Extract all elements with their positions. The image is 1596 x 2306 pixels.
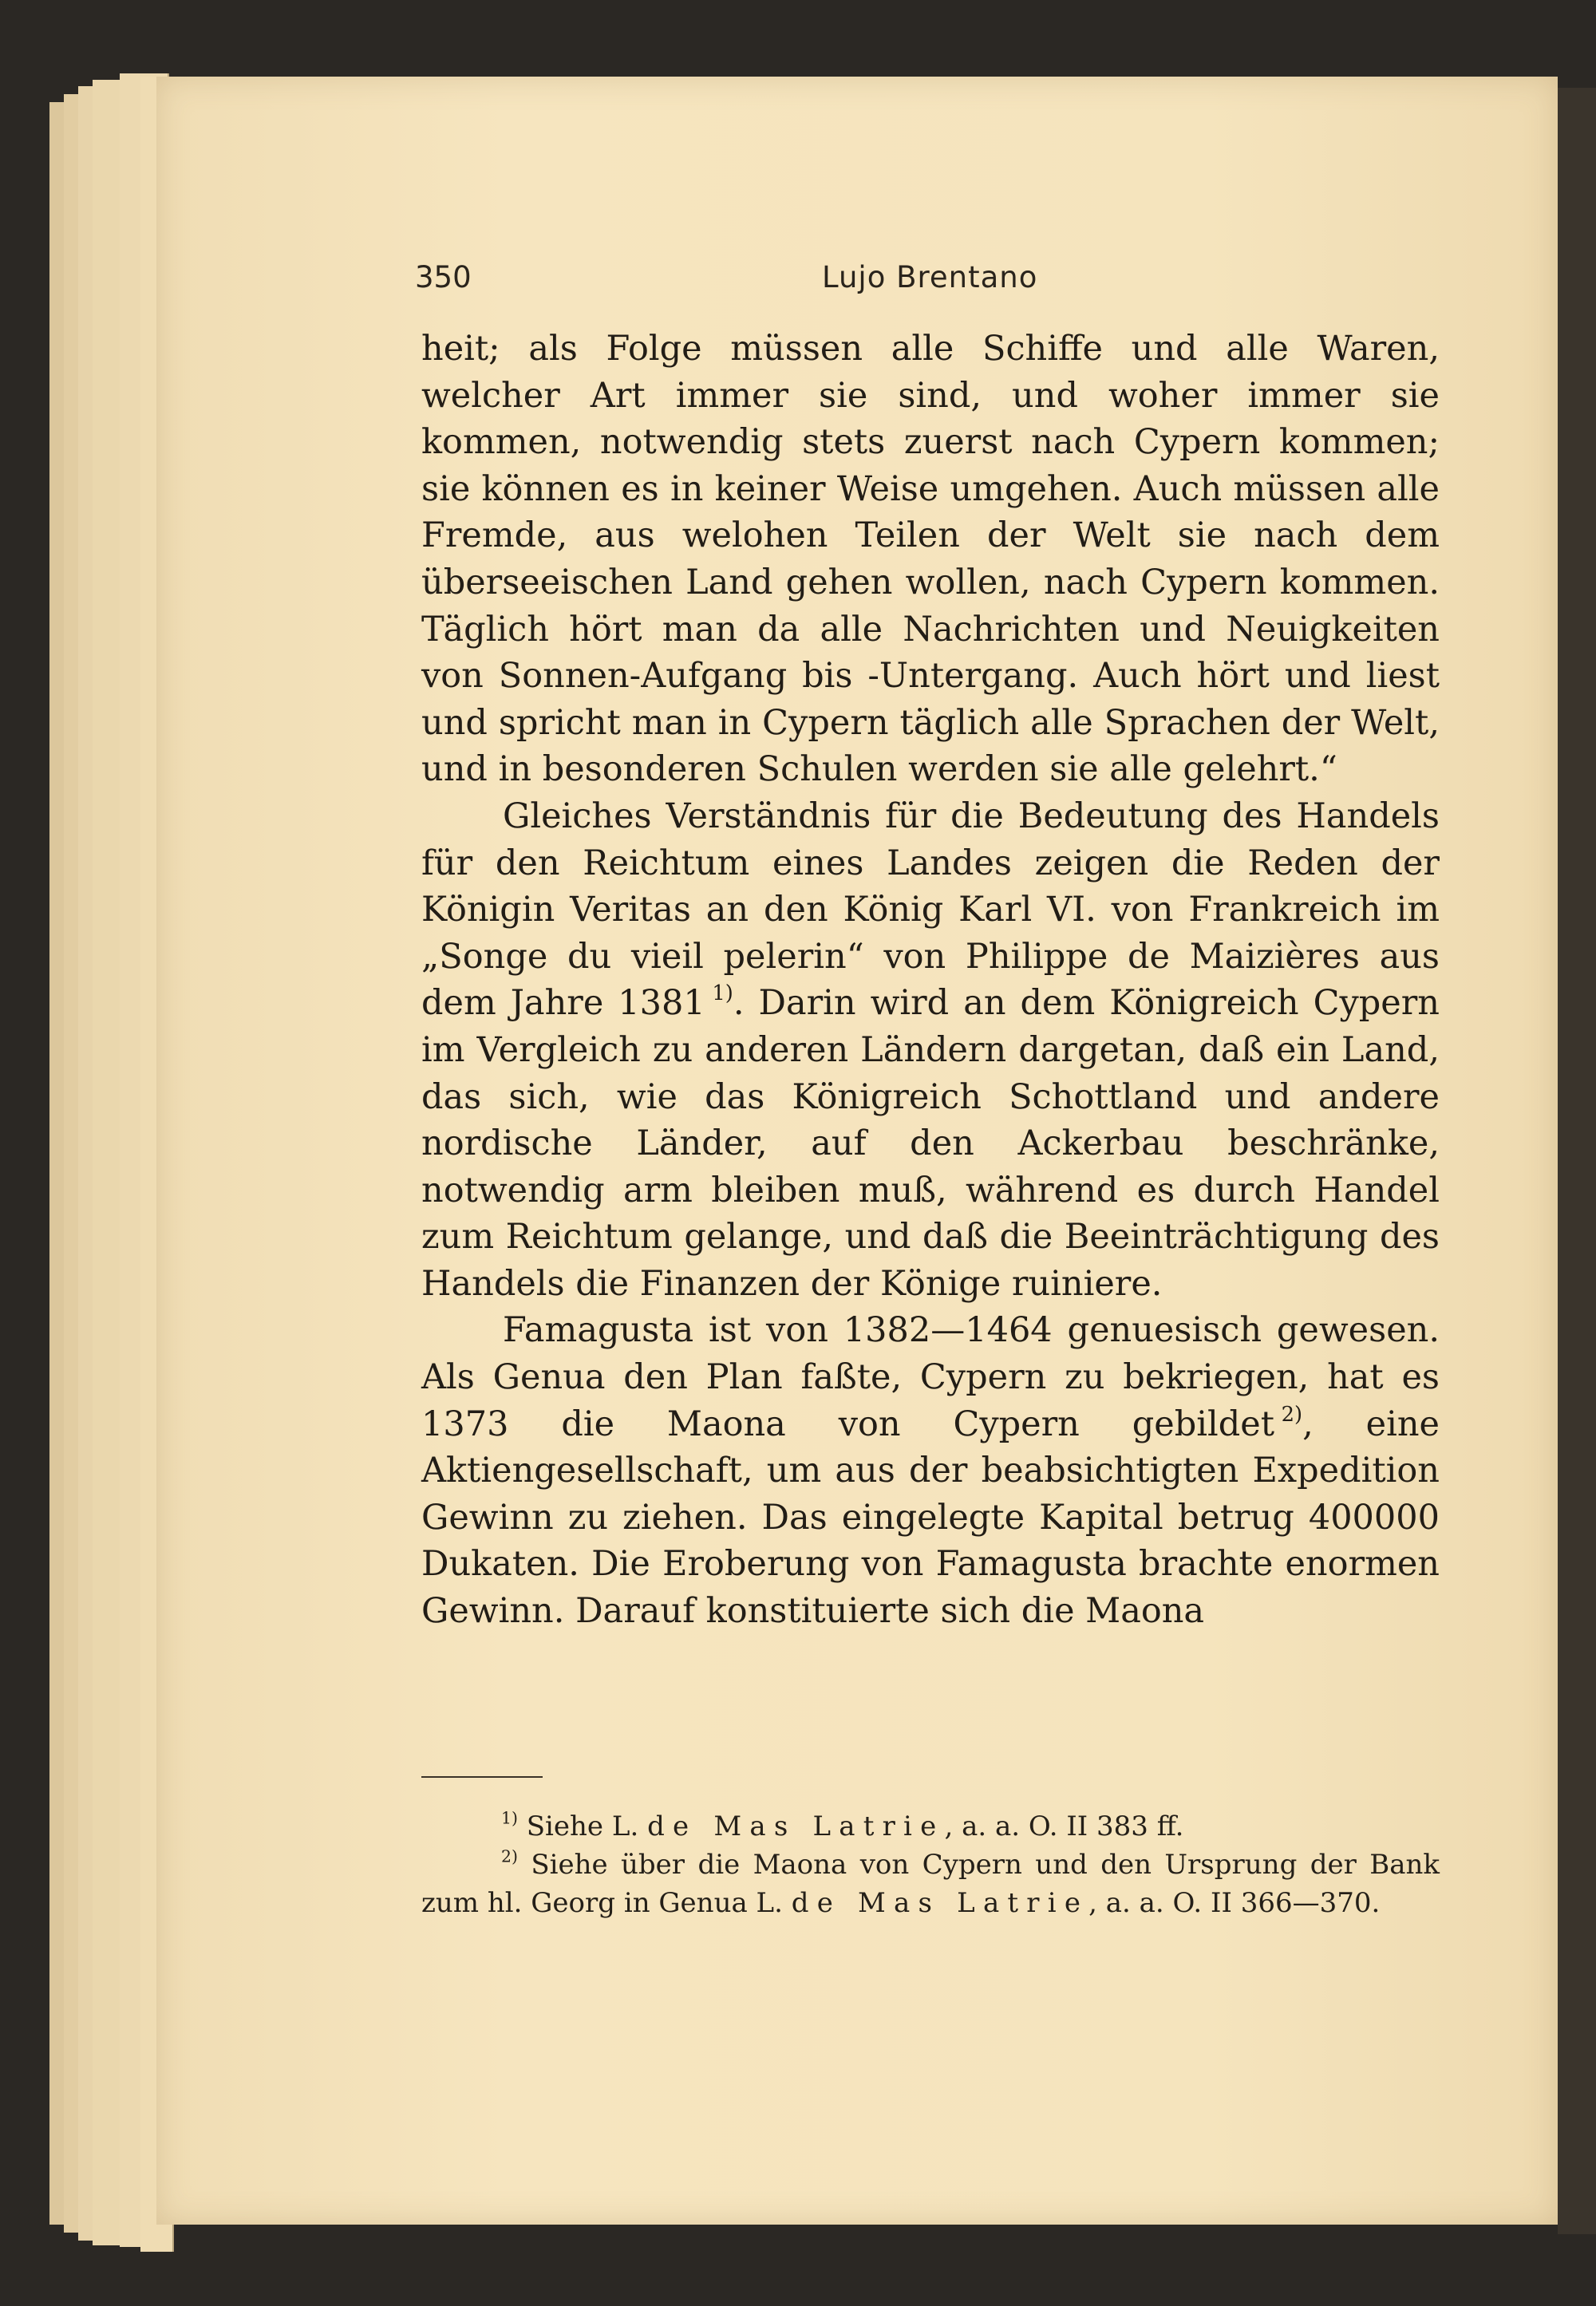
footnote-ref-1: 1)	[712, 981, 733, 1006]
paragraph-3-text: Famagusta ist von 1382—1464 genuesisch gewesen. Als Genua den Plan faßte, Cypern zu bekriegen, hat es 1373 die Maona von Cypern gebildet	[421, 1310, 1440, 1444]
footnote-1	[421, 1807, 1440, 1846]
adjacent-page-gutter	[1558, 88, 1596, 2234]
footnote-mark-1: 1)	[501, 1808, 518, 1828]
paragraph-2-text-cont: . Darin wird an dem Königreich Cypern im Vergleich zu anderen Ländern dargetan, daß ein Land, das sich, wie das Königreich Schottland und andere nordische Länder, auf den Ackerbau beschränke, notwendig arm bleiben muß, während es durch Handel zum Reichtum gelange, und daß die Beeinträchtigung des Handels die Finanzen der Könige ruiniere.	[421, 983, 1440, 1304]
footnote-2-author: de Mas Latrie	[791, 1887, 1089, 1919]
footnote-2-text: Siehe über die Maona von Cypern und den Ursprung der Bank zum hl. Georg in Genua L.	[421, 1849, 1440, 1919]
footnote-2-ref: , a. a. O. II 366—370.	[1088, 1887, 1381, 1919]
footnote-1-author: de Mas Latrie	[647, 1810, 945, 1842]
page-header	[415, 260, 1436, 308]
footnote-ref-2: 2)	[1281, 1402, 1303, 1427]
footnotes	[421, 1807, 1440, 1922]
running-head: Lujo Brentano	[822, 260, 1038, 294]
footnote-1-ref: , a. a. O. II 383 ff.	[944, 1810, 1184, 1842]
body-text	[421, 326, 1440, 1635]
paragraph-2	[421, 793, 1440, 1308]
footnote-2	[421, 1846, 1440, 1922]
paragraph-3	[421, 1307, 1440, 1634]
paragraph-2-text: Gleiches Verständnis für die Bedeutung des Handels für den Reichtum eines Landes zeigen die Reden der Königin Veritas an den König Karl VI. von Frankreich im „Songe du vieil pelerin“ von Philippe de Maizières aus dem Jahre 1381	[421, 796, 1440, 1024]
footnote-rule	[421, 1776, 543, 1778]
paragraph-3-text-cont: , eine Aktiengesellschaft, um aus der beabsichtigten Expedition Gewinn zu ziehen. Das eingelegte Kapital betrug 400000 Dukaten. Die Eroberung von Famagusta brachte enormen Gewinn. Darauf konstituierte sich die Maona	[421, 1404, 1440, 1632]
page-number: 350	[415, 260, 472, 294]
footnote-mark-2: 2)	[501, 1846, 518, 1866]
footnote-1-text: Siehe L.	[526, 1810, 648, 1842]
paragraph-1: heit; als Folge müssen alle Schiffe und alle Waren, welcher Art immer sie sind, und woher immer sie kommen, notwendig stets zuerst nach Cypern kommen; sie können es in keiner Weise umgehen. Auch müssen alle Fremde, aus welohen Teilen der Welt sie nach dem überseeischen Land gehen wollen, nach Cypern kommen. Täglich hört man da alle Nachrichten und Neuigkeiten von Sonnen-Aufgang bis -Untergang. Auch hört und liest und spricht man in Cypern täglich alle Sprachen der Welt, und in besonderen Schulen werden sie alle gelehrt.“	[421, 329, 1440, 790]
